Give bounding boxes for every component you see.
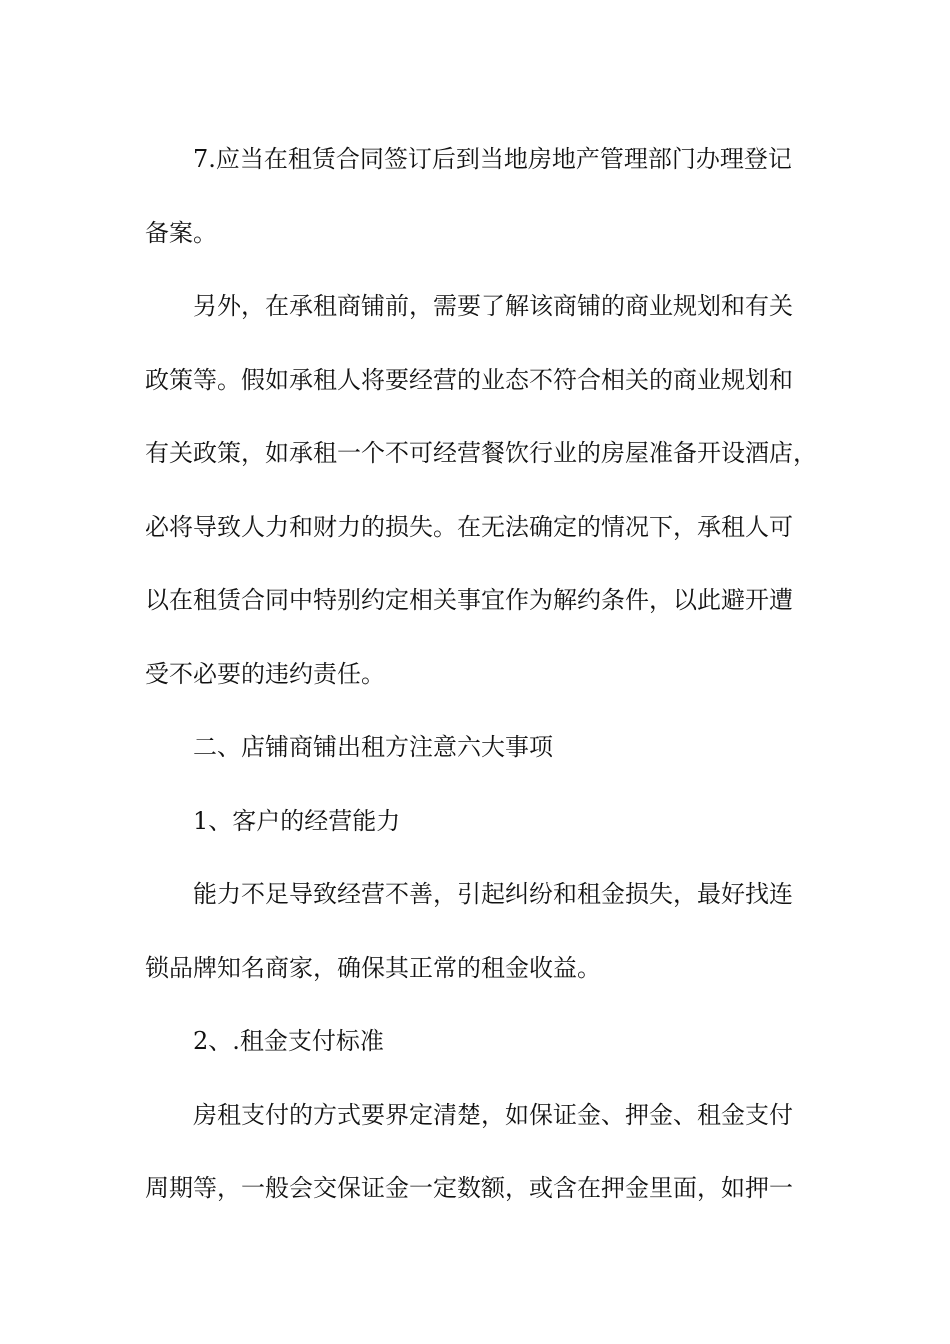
section-heading: 二、店铺商铺出租方注意六大事项 xyxy=(193,733,553,761)
text-line: 房租支付的方式要界定清楚，如保证金、押金、租金支付 xyxy=(193,1100,793,1129)
subsection-heading: 2、.租金支付标准 xyxy=(193,1027,384,1055)
text-line: 另外，在承租商铺前，需要了解该商铺的商业规划和有关 xyxy=(193,292,793,320)
text-line: 能力不足导致经营不善，引起纠纷和租金损失，最好找连 xyxy=(193,880,793,908)
text-line: 备案。 xyxy=(145,218,217,247)
paragraph-registration xyxy=(145,123,815,270)
text-line: 受不必要的违约责任。 xyxy=(145,659,385,688)
paragraph-business-ability xyxy=(145,858,815,1005)
text-line: 以在租赁合同中特别约定相关事宜作为解约条件，以此避开遭 xyxy=(145,586,793,614)
text-line: 7.应当在租赁合同签订后到当地房地产管理部门办理登记 xyxy=(193,145,792,173)
paragraph-commercial-planning xyxy=(145,270,815,711)
text-line: 锁品牌知名商家，确保其正常的租金收益。 xyxy=(145,953,601,982)
subsection-heading: 1、客户的经营能力 xyxy=(193,806,401,835)
paragraph-rent-payment xyxy=(145,1079,815,1226)
text-line: 必将导致人力和财力的损失。在无法确定的情况下，承租人可 xyxy=(145,512,793,541)
text-line: 政策等。假如承租人将要经营的业态不符合相关的商业规划和 xyxy=(145,365,793,394)
text-line: 有关政策，如承租一个不可经营餐饮行业的房屋准备开设酒店， xyxy=(145,439,817,467)
document-body xyxy=(145,123,815,1226)
text-line: 周期等，一般会交保证金一定数额，或含在押金里面，如押一 xyxy=(145,1174,793,1202)
